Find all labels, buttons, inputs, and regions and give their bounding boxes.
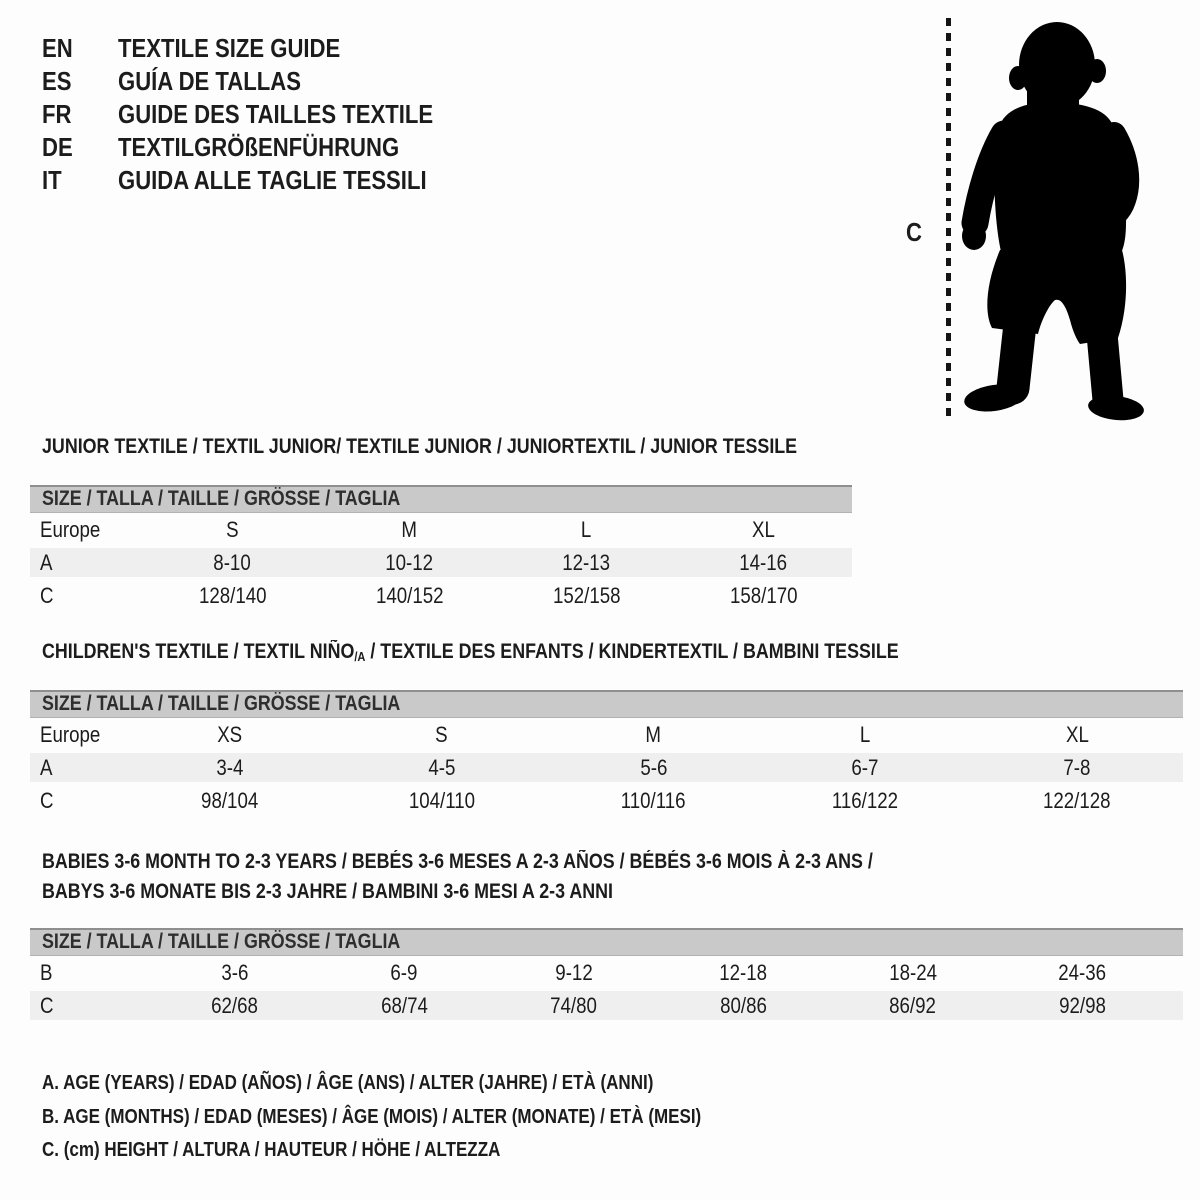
age-value: 6-9 — [390, 960, 418, 985]
height-measure-label: C — [906, 217, 922, 247]
page-title-it: GUIDA ALLE TAGLIE TESSILI — [118, 165, 427, 195]
page-title-fr: GUIDE DES TAILLES TEXTILE — [118, 99, 434, 129]
page-title-de: TEXTILGRÖßENFÜHRUNG — [118, 132, 400, 162]
age-value: 14-16 — [739, 550, 788, 575]
age-value: 18-24 — [888, 960, 937, 985]
age-value: 4-5 — [428, 755, 456, 780]
height-value: 104/110 — [408, 788, 475, 813]
age-value: 12-18 — [719, 960, 768, 985]
size-value: S — [226, 517, 239, 542]
height-value: 80/86 — [719, 993, 767, 1018]
age-value: 7-8 — [1063, 755, 1091, 780]
height-value: 68/74 — [380, 993, 428, 1018]
list-item — [42, 65, 489, 98]
page-title: TEXTILE SIZE GUIDE — [118, 33, 341, 63]
table-row — [30, 546, 852, 579]
size-value: XL — [752, 517, 775, 542]
babies-section-title-line2: BABYS 3-6 MONATE BIS 2-3 JAHRE / BAMBINI 3-6 MESI A 2-3 ANNI — [42, 880, 613, 903]
age-value: 3-4 — [216, 755, 244, 780]
age-value: 6-7 — [851, 755, 879, 780]
age-value: 5-6 — [639, 755, 668, 780]
footnote-age-years: A. AGE (YEARS) / EDAD (AÑOS) / ÂGE (ANS) / ALTER (JAHRE) / ETÀ (ANNI) — [42, 1072, 654, 1094]
footnote-age-months: B. AGE (MONTHS) / EDAD (MESES) / ÂGE (MOIS) / ALTER (MONATE) / ETÀ (MESI) — [42, 1106, 702, 1128]
language-code: IT — [42, 165, 62, 195]
table-row — [30, 751, 1183, 784]
age-value: 24-36 — [1058, 960, 1107, 985]
language-title-block — [42, 32, 489, 197]
table-row — [30, 579, 852, 612]
table-row — [30, 784, 1183, 817]
height-measure-dashed-line — [946, 18, 951, 416]
row-label: Europe — [40, 722, 101, 747]
age-value: 3-6 — [221, 960, 249, 985]
size-header-bar: SIZE / TALLA / TAILLE / GRÖSSE / TAGLIA — [30, 928, 1183, 956]
table-row — [30, 989, 1183, 1022]
height-value: 140/152 — [375, 583, 444, 608]
page-title-es: GUÍA DE TALLAS — [118, 66, 301, 96]
row-label: C — [40, 788, 54, 813]
size-value: L — [860, 722, 871, 747]
size-header-bar: SIZE / TALLA / TAILLE / GRÖSSE / TAGLIA — [30, 485, 852, 513]
age-value: 10-12 — [385, 550, 434, 575]
table-row — [30, 956, 1183, 989]
row-label: B — [40, 960, 53, 985]
height-value: 158/170 — [729, 583, 798, 608]
footnote-height-cm: C. (cm) HEIGHT / ALTURA / HAUTEUR / HÖHE / ALTEZZA — [42, 1139, 501, 1161]
height-value: 62/68 — [211, 993, 259, 1018]
babies-section-title-line1: BABIES 3-6 MONTH TO 2-3 YEARS / BEBÉS 3-6 MESES A 2-3 AÑOS / BÉBÉS 3-6 MOIS À 2-3 ANS / — [42, 850, 873, 873]
table-row — [30, 513, 852, 546]
age-value: 12-13 — [562, 550, 611, 575]
title-subscript: /A — [354, 648, 366, 664]
height-value: 74/80 — [550, 993, 598, 1018]
language-code: EN — [42, 33, 73, 63]
height-value: 128/140 — [198, 583, 267, 608]
age-value: 8-10 — [213, 550, 252, 575]
height-value: 122/128 — [1043, 788, 1111, 813]
row-label: A — [40, 755, 53, 780]
children-size-table — [30, 690, 1183, 817]
row-label: C — [40, 583, 54, 608]
children-section-title: CHILDREN'S TEXTILE / TEXTIL NIÑO/A / TEXTILE DES ENFANTS / KINDERTEXTIL / BAMBINI TESSILE — [42, 640, 899, 664]
height-value: 92/98 — [1058, 993, 1106, 1018]
size-value: XL — [1065, 722, 1089, 747]
size-header-bar: SIZE / TALLA / TAILLE / GRÖSSE / TAGLIA — [30, 690, 1183, 718]
junior-size-table — [30, 485, 852, 612]
toddler-silhouette-image — [920, 8, 1170, 422]
height-value: 152/158 — [552, 583, 621, 608]
row-label: C — [40, 993, 54, 1018]
row-label: Europe — [40, 517, 101, 542]
size-value: XS — [217, 722, 243, 747]
babies-size-table — [30, 928, 1183, 1022]
size-value: L — [581, 517, 592, 542]
height-value: 98/104 — [201, 788, 259, 813]
language-code: FR — [42, 99, 72, 129]
list-item — [42, 98, 489, 131]
height-value: 116/122 — [832, 788, 899, 813]
list-item — [42, 32, 489, 65]
table-row — [30, 718, 1183, 751]
size-value: S — [435, 722, 448, 747]
list-item — [42, 164, 489, 197]
language-code: ES — [42, 66, 72, 96]
age-value: 9-12 — [555, 960, 593, 985]
size-value: M — [645, 722, 662, 747]
size-value: M — [401, 517, 418, 542]
height-value: 86/92 — [889, 993, 937, 1018]
language-code: DE — [42, 132, 73, 162]
junior-section-title: JUNIOR TEXTILE / TEXTIL JUNIOR/ TEXTILE JUNIOR / JUNIORTEXTIL / JUNIOR TESSILE — [42, 435, 798, 458]
height-value: 110/116 — [621, 788, 686, 813]
row-label: A — [40, 550, 53, 575]
list-item — [42, 131, 489, 164]
